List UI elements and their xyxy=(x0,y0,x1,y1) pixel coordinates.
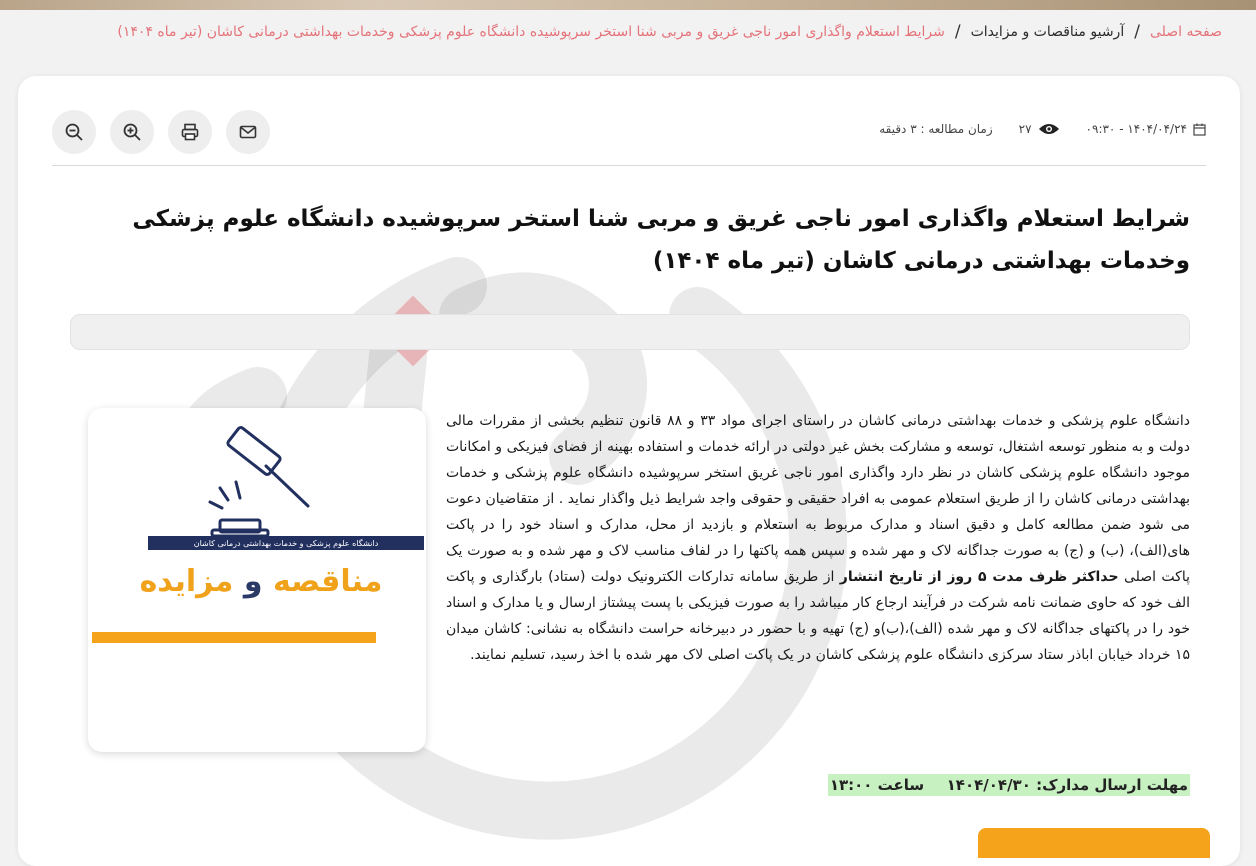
breadcrumb-separator: / xyxy=(1134,22,1140,42)
article-toolbar xyxy=(52,110,270,154)
tender-auction-image xyxy=(88,408,426,752)
breadcrumb-current-link[interactable]: شرایط استعلام واگذاری امور ناجی غریق و مربی شنا استخر سرپوشیده دانشگاه علوم پزشکی وخدمات بهداشتی درمانی کاشان (تیر ماه ۱۴۰۴) xyxy=(117,24,945,40)
gavel-icon xyxy=(206,420,326,538)
download-button[interactable] xyxy=(978,828,1210,858)
zoom-out-icon xyxy=(64,122,84,142)
view-count-text: ۲۷ xyxy=(1018,122,1032,136)
email-button[interactable] xyxy=(226,110,270,154)
mail-icon xyxy=(238,122,258,142)
deadline-time: ساعت ۱۳:۰۰ xyxy=(829,776,925,794)
article-card xyxy=(18,76,1240,866)
article-body xyxy=(446,408,1190,668)
image-underline xyxy=(92,632,376,643)
summary-bar xyxy=(70,314,1190,350)
article-title: شرایط استعلام واگذاری امور ناجی غریق و مربی شنا استخر سرپوشیده دانشگاه علوم پزشکی وخدمات بهداشتی درمانی کاشان (تیر ماه ۱۴۰۴) xyxy=(132,206,1190,274)
image-word-and: و xyxy=(243,564,263,599)
deadline-label: مهلت ارسال مدارک: xyxy=(1036,776,1188,794)
eye-icon xyxy=(1038,122,1060,136)
article-meta xyxy=(879,122,1206,136)
deadline-date: ۱۴۰۴/۰۴/۳۰ xyxy=(946,776,1031,794)
body-text-bold: حداکثر ظرف مدت ۵ روز از تاریخ انتشار xyxy=(839,569,1119,585)
header-image-strip xyxy=(0,0,1256,10)
breadcrumb xyxy=(117,22,1222,42)
print-button[interactable] xyxy=(168,110,212,154)
publish-date xyxy=(1086,122,1206,136)
body-text-part2: از طریق سامانه تدارکات الکترونیک دولت (ستاد) بارگذاری و پاکت الف خود که حاوی ضمانت نامه شرکت در فرآیند ارجاع کار میباشد را به صورت فیزیکی با پست پیشتاز ارسال و یا مدارک و اسناد خود را در پاکتهای جداگانه لاک و مهر شده (الف)،(ب)و (ج) تهیه و با حضور در دبیرخانه حراست دانشگاه به نشانی: کاشان میدان ۱۵ خرداد خیابان اباذر ستاد سرکزی دانشگاه علوم پزشکی کاشان در یک پاکت اصلی لاک مهر شده با اخذ رسید، تسلیم نمایند. xyxy=(446,569,1190,663)
deadline-highlight xyxy=(828,774,1190,796)
header-divider xyxy=(52,165,1206,166)
body-text-part1: دانشگاه علوم پزشکی و خدمات بهداشتی درمانی کاشان در راستای اجرای مواد ۳۳ و ۸۸ قانون تنظیم بخشی از مقررات مالی دولت و به منظور توسعه اشتغال، توسعه و مشارکت بخش غیر دولتی در ارائه خدمات و استفاده بهینه از فضای فیزیکی و امکانات موجود دانشگاه علوم پزشکی کاشان در نظر دارد واگذاری امور ناجی غریق استخر سرپوشیده دانشگاه علوم پزشکی و خدمات بهداشتی درمانی کاشان را از طریق استعلام عمومی به افراد حقیقی و حقوقی واجد شرایط ذیل واگذار نماید . از متقاضیان دعوت می شود ضمن مطالعه کامل و دقیق اسناد و مدارک مربوط به استعلام و بازدید از محل، مدارک و اسناد خود را در پاکت های(الف)، (ب) و (ج) به صورت جداگانه لاک و مهر شده و سپس همه پاکتها را در لفاف مناسب لاک و مهر شده و به صورت یک پاکت اصلی xyxy=(446,413,1191,585)
zoom-in-icon xyxy=(122,122,142,142)
breadcrumb-home-link[interactable]: صفحه اصلی xyxy=(1149,24,1222,40)
zoom-out-button[interactable] xyxy=(52,110,96,154)
breadcrumb-archive-link[interactable]: آرشیو مناقصات و مزایدات xyxy=(970,24,1125,40)
image-word-tender: مناقصه xyxy=(272,564,383,599)
calendar-icon xyxy=(1193,123,1206,136)
image-word-auction: مزایده xyxy=(139,564,234,599)
breadcrumb-separator: / xyxy=(954,22,961,42)
print-icon xyxy=(180,122,200,142)
reading-time: زمان مطالعه : ۳ دقیقه xyxy=(879,122,993,136)
publish-date-text: ۱۴۰۴/۰۴/۲۴ - ۰۹:۳۰ xyxy=(1085,122,1187,136)
view-count xyxy=(1019,122,1060,136)
zoom-in-button[interactable] xyxy=(110,110,154,154)
image-title xyxy=(136,564,386,599)
image-banner: دانشگاه علوم پزشکی و خدمات بهداشتی درمانی کاشان xyxy=(148,536,424,550)
